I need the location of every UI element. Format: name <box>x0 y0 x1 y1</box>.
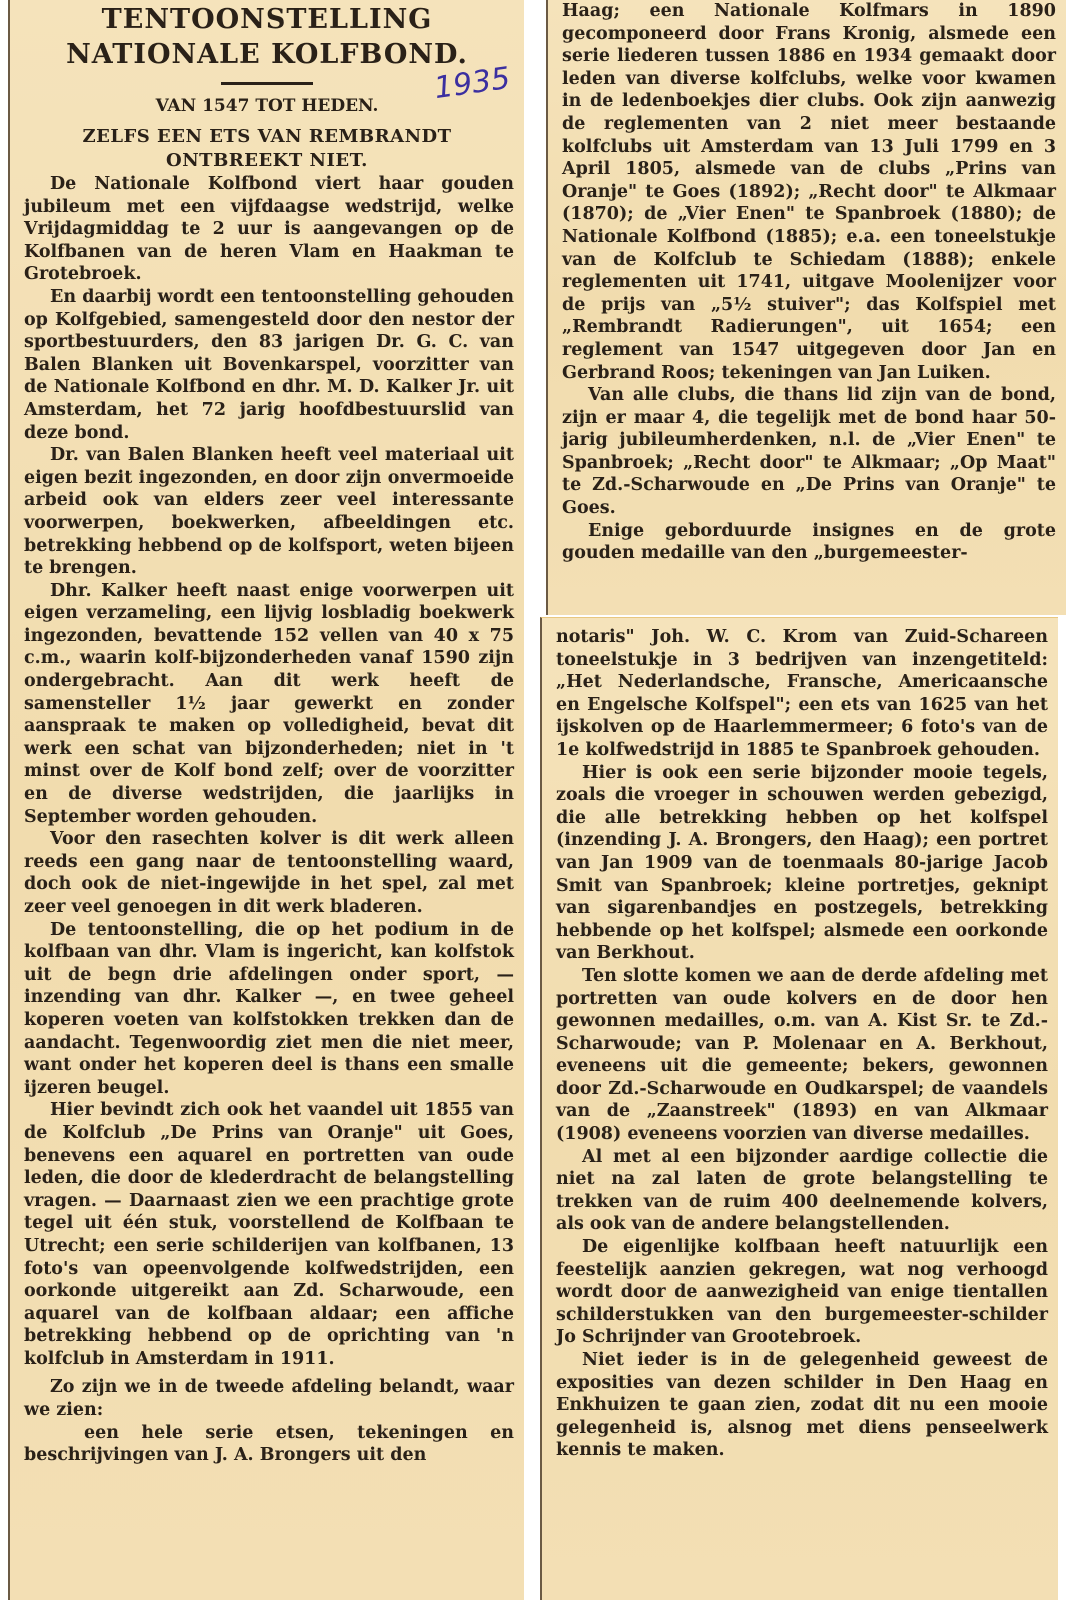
right-column-top-body <box>548 0 1066 565</box>
clipping-left-column <box>8 0 524 1600</box>
paragraph: De tentoonstelling, die op het podium in de kolfbaan van dhr. Vlam is ingericht, kan kolfstok uit de begn drie afdelingen onder sport, — inzending van dhr. Kalker —, en twee geheel koperen voeten van kolfstokken trekken dan de aandacht. Tegenwoordig ziet men die niet meer, want onder het koperen deel is thans een smalle ijzeren beugel. <box>24 919 514 1098</box>
headline-line-1: TENTOONSTELLING <box>101 4 433 35</box>
clipping-right-column-top <box>546 0 1066 615</box>
headline-line-2: NATIONALE KOLFBOND. <box>66 39 468 70</box>
paragraph: Voor den rasechten kolver is dit werk alleen reeds een gang naar de tentoonstelling waard, doch ook de niet-ingewijde in het spel, zal met zeer veel genoegen in dit werk bladeren. <box>24 829 514 917</box>
paragraph: Dr. van Balen Blanken heeft veel materiaal uit eigen bezit ingezonden, en door zijn onvermoeide arbeid ook van elders zeer veel interessante voorwerpen, boekwerken, afbeeldingen etc. betrekking hebbend op de kolfsport, weten bijeen te brengen. <box>24 445 514 579</box>
paragraph: Hier bevindt zich ook het vaandel uit 1855 van de Kolfclub „De Prins van Oranje" uit Goes, benevens een aquarel en portretten van oude leden, die door de klederdracht de belangstelling vragen. — Daarnaast zien we een prachtige grote tegel uit één stuk, voorstellend de Kolfbaan te Utrecht; een serie schilderijen van kolfbanen, 13 foto's van opeenvolgende kolfwedstrijden, een oorkonde uitgereikt aan Zd. Scharwoude, een aquarel van de kolfbaan aldaar; een affiche betrekking hebbend op de oprichting van 'n kolfclub in Amsterdam in 1911. <box>24 1100 514 1369</box>
paragraph: een hele serie etsen, tekeningen en beschrijvingen van J. A. Brongers uit den <box>24 1422 514 1466</box>
paragraph: Haag; een Nationale Kolfmars in 1890 gecomponeerd door Frans Kronig, alsmede een serie liederen tussen 1886 en 1934 gemaakt door leden van diverse kolfclubs, welke voor kwamen in de ledenboekjes dier clubs. Ook zijn aanwezig de reglementen van 2 niet meer bestaande kolfclubs uit Amsterdam van 13 Juli 1799 en 3 April 1805, alsmede van de clubs „Prins van Oranje" te Goes (1892); „Recht door" te Alkmaar (1870); de „Vier Enen" te Spanbroek (1880); de Nationale Kolfbond (1885); e.a. een toneelstukje van de Kolfclub te Schiedam (1888); enkele reglementen uit 1741, uitgave Moolenijzer voor de prijs van „5½ stuiver"; das Kolfspiel met „Rembrandt Radierungen", uit 1654; een reglement van 1547 uitgegeven door Jan en Gerbrand Roos; tekeningen van Jan Luiken. <box>562 1 1056 383</box>
subheadline-1: VAN 1547 TOT HEDEN. <box>155 96 379 116</box>
paragraph: Ten slotte komen we aan de derde afdeling met portretten van oude kolvers en de door hen gewonnen medailles, o.m. van A. Kist Sr. te Zd.-Scharwoude; van P. Molenaar en A. Berkhout, eveneens uit die gemeente; bekers, gewonnen door Zd.-Scharwoude en Oudkarspel; de vaandels van de „Zaanstreek" (1893) en van Alkmaar (1908) eveneens voorzien van diverse medailles. <box>556 965 1048 1145</box>
paragraph: En daarbij wordt een tentoonstelling gehouden op Kolfgebied, samengesteld door den nestor der sportbestuurders, den 83 jarigen Dr. G. C. van Balen Blanken uit Bovenkarspel, voorzitter van de Nationale Kolfbond en dhr. M. D. Kalker Jr. uit Amsterdam, het 72 jarig hoofdbestuurslid van deze bond. <box>24 286 514 443</box>
paragraph: De Nationale Kolfbond viert haar gouden jubileum met een vijfdaagse wedstrijd, welke Vrijdagmiddag te 2 uur is aangevangen op de Kolfbanen van de heren Vlam en Haakman te Grotebroek. <box>24 174 514 285</box>
clipping-right-column-bottom <box>540 617 1058 1600</box>
headline-rule <box>221 82 313 85</box>
paragraph: notaris" Joh. W. C. Krom van Zuid-Schareen toneelstukje in 3 bedrijven van inzengetiteld: „Het Nederlandsche, Fransche, Americaansche en Engelsche Kolfspel"; een ets van 1625 van het ijskolven op de Haarlemmermeer; 6 foto's van de 1e kolfwedstrijd in 1885 te Spanbroek gehouden. <box>556 627 1048 760</box>
right-column-bottom-body <box>542 618 1058 1462</box>
subheadline-2-line-1: ZELFS EEN ETS VAN REMBRANDT <box>82 126 452 147</box>
paragraph: Niet ieder is in de gelegenheid geweest de exposities van dezen schilder in Den Haag en Enkhuizen te gaan zien, zodat dit nu een mooie gelegenheid is, alsnog met diens penseelwerk kennis te maken. <box>556 1350 1048 1461</box>
paragraph: Dhr. Kalker heeft naast enige voorwerpen uit eigen verzameling, een lijvig losbladig boekwerk ingezonden, bevattende 152 vellen van 40 x 75 c.m., waarin kolf-bijzonderheden vanaf 1590 zijn ondergebracht. Aan dit werk heeft de samensteller 1½ jaar gewerkt en zonder aanspraak te maken op volledigheid, bevat dit werk een schat van bijzonderheden; niet in 't minst over de Kolf bond zelf; over de voorzitter en de diverse wedstrijden, die jaarlijks in September worden gehouden. <box>24 580 514 827</box>
paragraph: Hier is ook een serie bijzonder mooie tegels, zoals die vroeger in schouwen werden gebezigd, die alle betrekking hebben op het kolfspel (inzending J. A. Brongers, den Haag); een portret van Jan 1909 van de toenmaals 80-jarige Jacob Smit van Spanbroek; kleine portretjes, geknipt van sigarenbandjes en postzegels, betrekking hebbende op het kolfspel; alsmede een oorkonde van Berkhout. <box>556 762 1048 964</box>
subheadline-2-line-2: ONTBREEKT NIET. <box>166 150 368 171</box>
paragraph: Van alle clubs, die thans lid zijn van de bond, zijn er maar 4, die tegelijk met de bond haar 50-jarig jubileumherdenken, n.l. de „Vier Enen" te Spanbroek; „Recht door" te Alkmaar; „Op Maat" te Zd.-Scharwoude en „De Prins van Oranje" te Goes. <box>562 385 1056 519</box>
paragraph: De eigenlijke kolfbaan heeft natuurlijk een feestelijk aanzien gekregen, wat nog verhoogd wordt door de aanwezigheid van enige tientallen schilderstukken van den burgemeester-schilder Jo Schrijnder van Grootebroek. <box>556 1237 1048 1348</box>
paragraph: Al met al een bijzonder aardige collectie die niet na zal laten de grote belangstelling te trekken van de ruim 400 deelnemende kolvers, als ook van de andere belangstellenden. <box>556 1146 1048 1235</box>
paragraph: Enige geborduurde insignes en de grote gouden medaille van den „burgemeester- <box>562 520 1056 564</box>
paragraph: Zo zijn we in de tweede afdeling belandt, waar we zien: <box>24 1377 514 1421</box>
left-column-body <box>10 173 524 1467</box>
handwritten-year: 1935 <box>431 60 513 107</box>
